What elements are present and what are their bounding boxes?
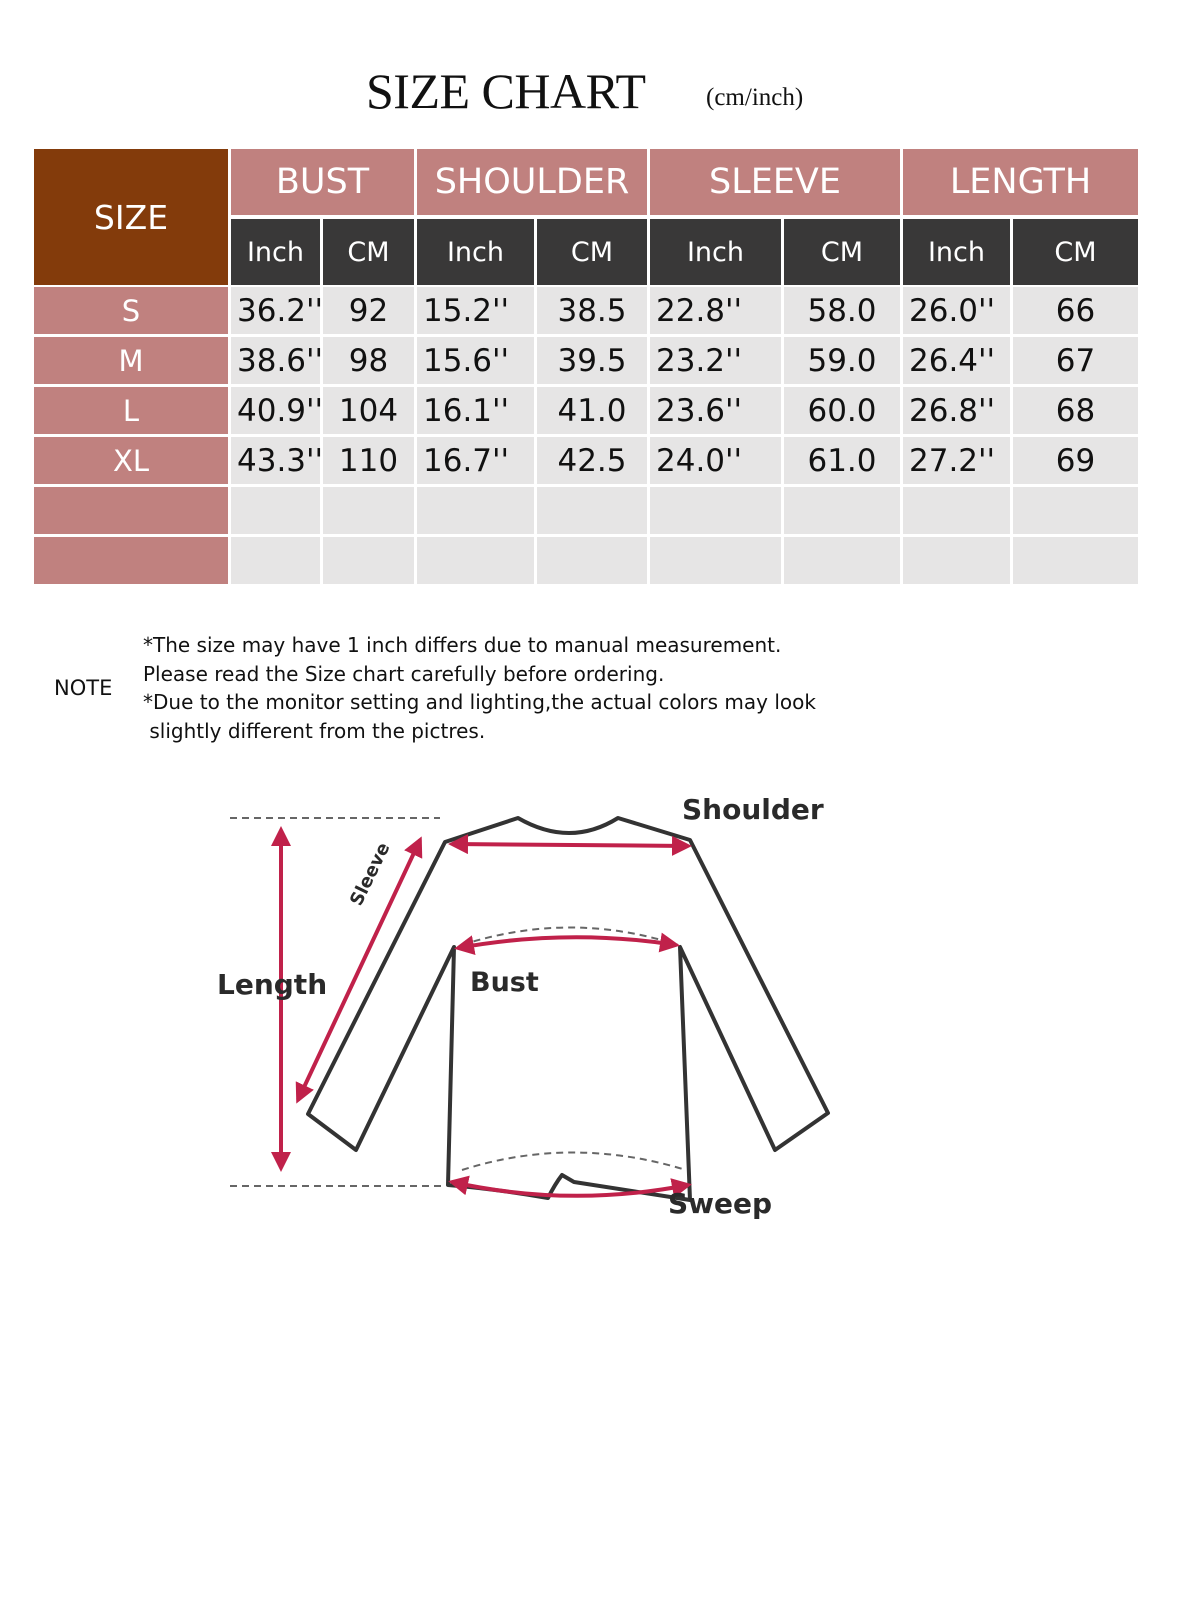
shoulder-arrow xyxy=(452,844,688,846)
table-cell: 24.0'' xyxy=(650,437,781,484)
size-row-label: S xyxy=(34,287,228,334)
table-cell: 41.0 xyxy=(537,387,647,434)
table-cell: 22.8'' xyxy=(650,287,781,334)
note-line: *The size may have 1 inch differs due to manual measurement. xyxy=(143,633,782,657)
table-cell: 27.2'' xyxy=(903,437,1010,484)
table-cell: 98 xyxy=(323,337,414,384)
unit-header: CM xyxy=(784,219,900,285)
measurement-group-header: LENGTH xyxy=(903,149,1138,215)
table-cell: 67 xyxy=(1013,337,1138,384)
size-column-header: SIZE xyxy=(34,149,228,285)
note-line: *Due to the monitor setting and lighting,the actual colors may look xyxy=(143,690,816,714)
table-cell xyxy=(323,487,414,534)
table-cell xyxy=(537,537,647,584)
measurement-diagram xyxy=(200,760,860,1235)
table-cell: 69 xyxy=(1013,437,1138,484)
table-cell: 59.0 xyxy=(784,337,900,384)
title-unit: (cm/inch) xyxy=(706,84,804,111)
unit-header: CM xyxy=(1013,219,1138,285)
table-cell xyxy=(903,537,1010,584)
table-cell: 92 xyxy=(323,287,414,334)
note-label: NOTE xyxy=(54,676,113,700)
size-chart-title xyxy=(0,62,1200,132)
table-cell: 26.4'' xyxy=(903,337,1010,384)
table-cell: 26.0'' xyxy=(903,287,1010,334)
table-cell: 16.1'' xyxy=(417,387,534,434)
measurement-group-header: SHOULDER xyxy=(417,149,647,215)
size-row-label: XL xyxy=(34,437,228,484)
size-row-label: L xyxy=(34,387,228,434)
table-cell xyxy=(231,537,320,584)
table-cell: 61.0 xyxy=(784,437,900,484)
table-cell: 15.2'' xyxy=(417,287,534,334)
table-cell xyxy=(537,487,647,534)
unit-header: CM xyxy=(323,219,414,285)
table-cell xyxy=(784,537,900,584)
table-cell: 39.5 xyxy=(537,337,647,384)
table-cell: 38.5 xyxy=(537,287,647,334)
size-row-label xyxy=(34,537,228,584)
table-cell: 26.8'' xyxy=(903,387,1010,434)
unit-header: Inch xyxy=(903,219,1010,285)
table-cell: 15.6'' xyxy=(417,337,534,384)
table-cell: 23.2'' xyxy=(650,337,781,384)
table-cell xyxy=(1013,487,1138,534)
sweep-label: Sweep xyxy=(668,1187,773,1220)
table-cell: 66 xyxy=(1013,287,1138,334)
table-cell xyxy=(417,487,534,534)
unit-header: CM xyxy=(537,219,647,285)
table-cell: 40.9'' xyxy=(231,387,320,434)
length-label: Length xyxy=(217,968,328,1001)
table-cell: 38.6'' xyxy=(231,337,320,384)
size-row-label xyxy=(34,487,228,534)
table-cell: 23.6'' xyxy=(650,387,781,434)
table-cell xyxy=(417,537,534,584)
table-cell xyxy=(323,537,414,584)
garment-outline xyxy=(308,818,828,1200)
table-cell xyxy=(903,487,1010,534)
measurement-group-header: SLEEVE xyxy=(650,149,900,215)
bust-arrow xyxy=(458,937,676,948)
table-cell xyxy=(650,487,781,534)
table-cell xyxy=(1013,537,1138,584)
table-cell xyxy=(650,537,781,584)
bust-label: Bust xyxy=(470,967,539,998)
sweep-dashed-guide xyxy=(462,1153,686,1171)
table-cell xyxy=(784,487,900,534)
table-cell xyxy=(231,487,320,534)
table-cell: 16.7'' xyxy=(417,437,534,484)
table-cell: 36.2'' xyxy=(231,287,320,334)
unit-header: Inch xyxy=(231,219,320,285)
table-cell: 110 xyxy=(323,437,414,484)
sleeve-label: Sleeve xyxy=(346,839,395,910)
unit-header: Inch xyxy=(417,219,534,285)
table-cell: 104 xyxy=(323,387,414,434)
unit-header: Inch xyxy=(650,219,781,285)
table-cell: 68 xyxy=(1013,387,1138,434)
title-text: SIZE CHART xyxy=(366,63,646,119)
measurement-group-header: BUST xyxy=(231,149,414,215)
table-cell: 43.3'' xyxy=(231,437,320,484)
note-line: slightly different from the pictres. xyxy=(143,719,486,743)
note-line: Please read the Size chart carefully before ordering. xyxy=(143,662,665,686)
table-cell: 60.0 xyxy=(784,387,900,434)
table-cell: 42.5 xyxy=(537,437,647,484)
table-cell: 58.0 xyxy=(784,287,900,334)
shoulder-label: Shoulder xyxy=(682,793,824,826)
size-row-label: M xyxy=(34,337,228,384)
